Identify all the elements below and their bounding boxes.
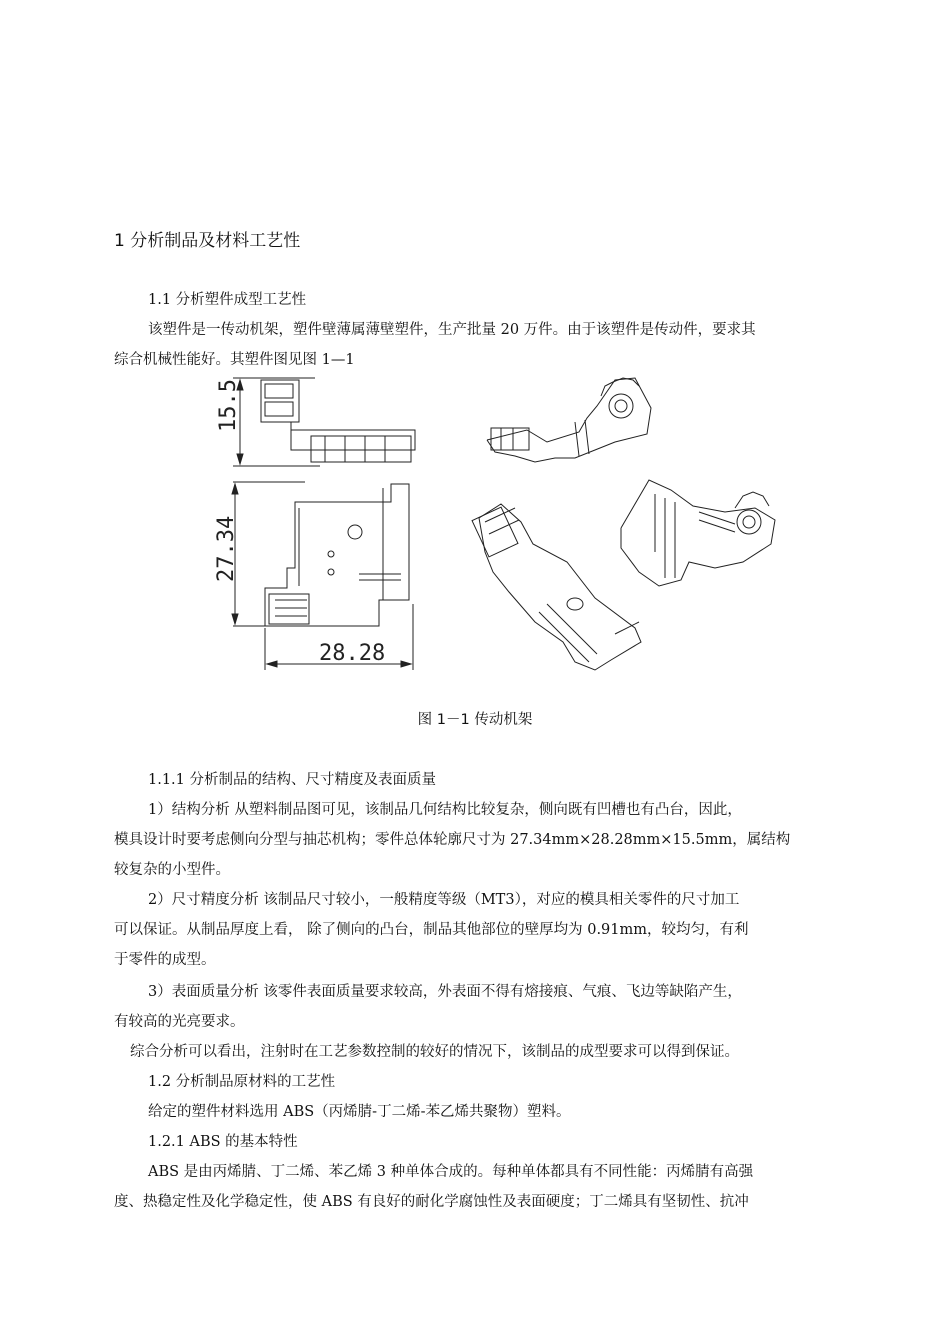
paragraph-1-line-2: 综合机械性能好。其塑件图见图 1—1 (114, 352, 355, 368)
paragraph-1-line-1: 该塑件是一传动机架，塑件壁薄属薄壁塑件，生产批量 20 万件。由于该塑件是传动件，要求其 (148, 322, 756, 338)
paragraph-3-line-2: 可以保证。从制品厚度上看， 除了侧向的凸台，制品其他部位的壁厚均为 0.91mm，较均匀，有利 (114, 922, 749, 938)
length-dimension-label: 27.34 (214, 515, 239, 582)
section-1-2-title: 1.2 分析制品原材料的工艺性 (148, 1074, 336, 1090)
section-1-1-title: 1.1 分析塑件成型工艺性 (148, 292, 307, 308)
front-view (214, 482, 413, 670)
top-view (216, 378, 415, 466)
isometric-view-top (487, 378, 651, 462)
paragraph-2-line-1: 1）结构分析 从塑料制品图可见，该制品几何结构比较复杂，侧向既有凹槽也有凸台，因此， (148, 802, 742, 818)
paragraph-7-line-1: ABS 是由丙烯腈、丁二烯、苯乙烯 3 种单体合成的。每种单体都具有不同性能：丙烯腈有高强 (148, 1164, 754, 1180)
figure-caption: 图 1－1 传动机架 (417, 712, 533, 728)
part-drawing (195, 372, 815, 672)
paragraph-3-line-3: 于零件的成型。 (114, 952, 216, 968)
paragraph-4-line-1: 3）表面质量分析 该零件表面质量要求较高，外表面不得有熔接痕、气痕、飞边等缺陷产生， (148, 984, 742, 1000)
chapter-heading: 1 分析制品及材料工艺性 (114, 231, 301, 251)
paragraph-3-line-1: 2）尺寸精度分析 该制品尺寸较小，一般精度等级（MT3），对应的模具相关零件的尺寸加工 (148, 892, 740, 908)
isometric-view-right (621, 480, 775, 586)
paragraph-5-line-1: 综合分析可以看出，注射时在工艺参数控制的较好的情况下，该制品的成型要求可以得到保证。 (130, 1044, 739, 1060)
paragraph-4-line-2: 有较高的光亮要求。 (114, 1014, 245, 1030)
isometric-view-bottom (472, 504, 641, 670)
section-1-1-1-title: 1.1.1 分析制品的结构、尺寸精度及表面质量 (148, 772, 437, 788)
width-dimension-label: 28.28 (319, 641, 386, 666)
paragraph-7-line-2: 度、热稳定性及化学稳定性，使 ABS 有良好的耐化学腐蚀性及表面硬度；丁二烯具有坚韧性、抗冲 (114, 1194, 749, 1210)
paragraph-2-line-3: 较复杂的小型件。 (114, 862, 230, 878)
height-dimension-label: 15.5 (216, 379, 241, 432)
paragraph-6-line-1: 给定的塑件材料选用 ABS（丙烯腈-丁二烯-苯乙烯共聚物）塑料。 (148, 1104, 571, 1120)
part-drawing-figure (195, 372, 815, 672)
section-1-2-1-title: 1.2.1 ABS 的基本特性 (148, 1134, 298, 1150)
paragraph-2-line-2: 模具设计时要考虑侧向分型与抽芯机构；零件总体轮廓尺寸为 27.34mm×28.28mm×15.5mm，属结构 (114, 832, 791, 848)
